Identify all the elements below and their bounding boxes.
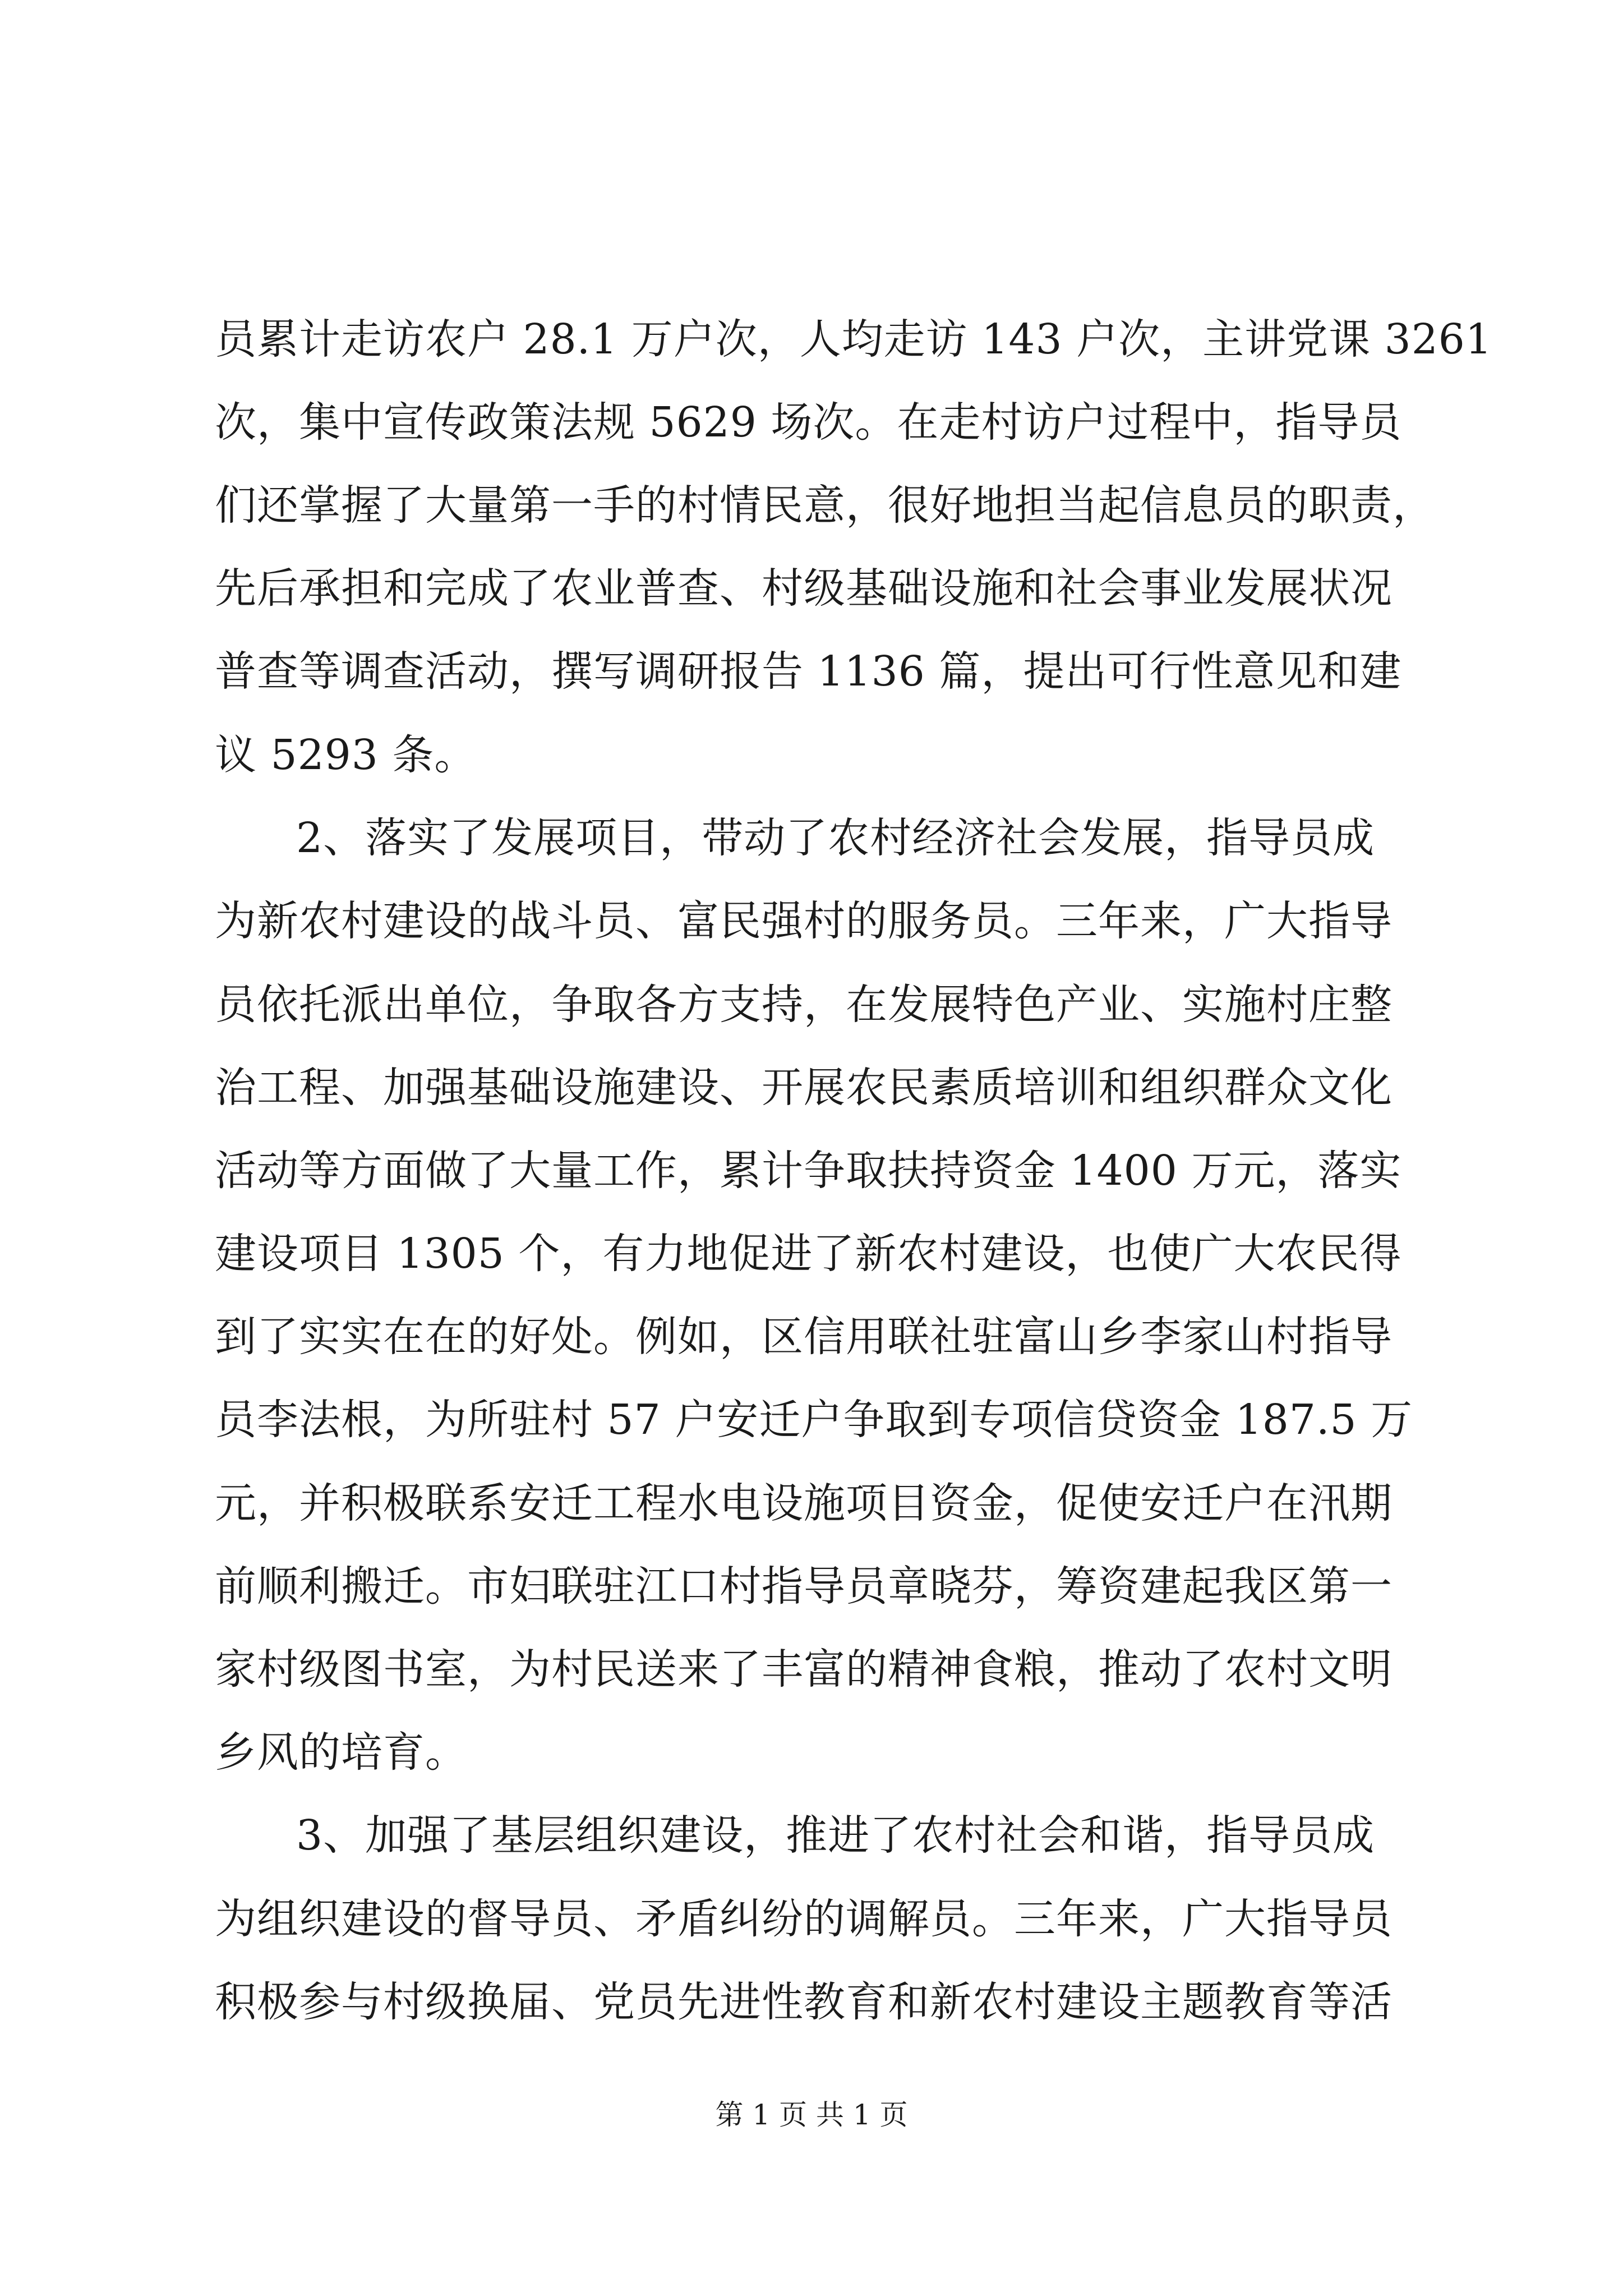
text-line: 为新农村建设的战斗员、富民强村的服务员。三年来，广大指导 — [215, 897, 1393, 945]
text-line: 员累计走访农户 28.1 万户次，人均走访 143 户次，主讲党课 3261 — [215, 315, 1492, 364]
text-line: 元，并积极联系安迁工程水电设施项目资金，促使安迁户在汛期 — [215, 1479, 1393, 1527]
text-line: 们还掌握了大量第一手的村情民意，很好地担当起信息员的职责， — [215, 481, 1435, 530]
text-line: 家村级图书室，为村民送来了丰富的精神食粮，推动了农村文明 — [215, 1645, 1393, 1694]
paragraph-3-first-line: 3、加强了基层组织建设，推进了农村社会和谐，指导员成 — [296, 1811, 1375, 1860]
text-line: 议 5293 条。 — [215, 731, 477, 779]
text-line: 建设项目 1305 个，有力地促进了新农村建设，也使广大农民得 — [215, 1230, 1402, 1278]
text-line: 次，集中宣传政策法规 5629 场次。在走村访户过程中，指导员 — [215, 398, 1402, 447]
text-line: 普查等调查活动，撰写调研报告 1136 篇，提出可行性意见和建 — [215, 647, 1402, 696]
text-line: 员李法根，为所驻村 57 户安迁户争取到专项信贷资金 187.5 万 — [215, 1396, 1413, 1444]
text-line: 活动等方面做了大量工作，累计争取扶持资金 1400 万元，落实 — [215, 1147, 1402, 1195]
page-footer: 第 1 页 共 1 页 — [715, 2099, 908, 2131]
text-line: 治工程、加强基础设施建设、开展农民素质培训和组织群众文化 — [215, 1064, 1393, 1112]
text-line: 先后承担和完成了农业普查、村级基础设施和社会事业发展状况 — [215, 564, 1393, 613]
text-line: 积极参与村级换届、党员先进性教育和新农村建设主题教育等活 — [215, 1978, 1393, 2026]
text-line: 乡风的培育。 — [215, 1728, 467, 1777]
text-line: 前顺利搬迁。市妇联驻江口村指导员章晓芬，筹资建起我区第一 — [215, 1562, 1393, 1611]
text-line: 到了实实在在的好处。例如，区信用联社驻富山乡李家山村指导 — [215, 1313, 1393, 1361]
text-line: 员依托派出单位，争取各方支持，在发展特色产业、实施村庄整 — [215, 981, 1393, 1029]
paragraph-2-first-line: 2、落实了发展项目，带动了农村经济社会发展，指导员成 — [296, 814, 1375, 862]
text-line: 为组织建设的督导员、矛盾纠纷的调解员。三年来，广大指导员 — [215, 1895, 1393, 1943]
